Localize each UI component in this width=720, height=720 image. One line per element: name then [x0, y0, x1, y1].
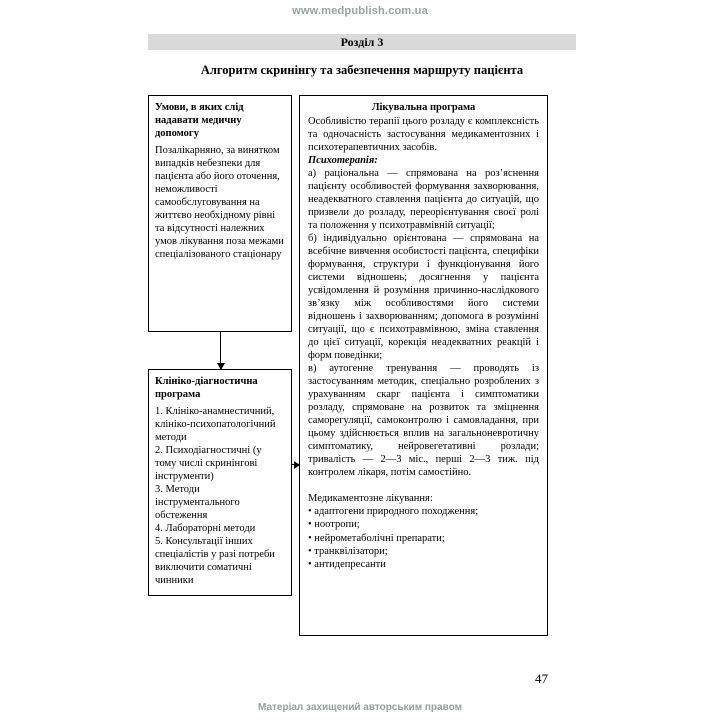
medication-list	[308, 505, 539, 570]
treatment-intro: Особливістю терапії цього розладу є комплексність та одночасність застосування медикаментозних і психотерапевтичних засобів.	[308, 116, 539, 154]
treatment-box-title: Лікувальна програма	[371, 102, 476, 113]
conditions-box	[148, 95, 292, 332]
diagnostic-box	[148, 369, 292, 596]
treatment-box	[299, 95, 548, 636]
list-item: 4. Лабораторні методи	[155, 523, 256, 535]
page-number: 47	[535, 671, 548, 686]
page-title: Алгоритм скринінгу та забезпечення маршруту пацієнта	[200, 63, 524, 77]
conditions-box-body: Позалікарняно, за винятком випадків небезпеки для пацієнта або його оточення, неможливості самообслуговування на життєво необхідному рівні та відсутності належних умов лікування поза межами спеціалізованого стаціонару	[155, 145, 284, 261]
list-item: • ноотропи;	[308, 519, 360, 531]
psychotherapy-item-a: а) раціональна — спрямована на роз’яснення пацієнту особливостей формування захворювання, неадекватного ставлення пацієнта до ситуацій, що призвели до розладу, переорієнтування своєї ролі та положення у психотравмівній ситуації;	[308, 168, 539, 232]
conditions-box-title: Умови, в яких слід надавати медичну допомогу	[155, 102, 244, 140]
list-item: 5. Консультації інших спеціалістів у разі потреби виключити соматичні чинники	[155, 536, 275, 587]
list-item: 2. Психодіагностичні (у тому числі скринінгові інструменти)	[155, 445, 262, 483]
copyright-notice: Матеріал захищений авторським правом	[258, 702, 462, 713]
chapter-header	[148, 34, 576, 50]
list-item: • нейрометаболічні препарати;	[308, 532, 445, 544]
list-item: • адаптогени природного походження;	[308, 506, 479, 518]
psychotherapy-item-c: в) аутогенне тренування — проводять із застосуванням методик, спеціально розроблених з урахуванням скарг пацієнта і симптоматики розладу, спрямоване на розвиток та зміцнення саморегуляції, самоконтролю і самовладання, при цьому здійснюється вплив на загальноневротичну симптоматику, нейровегетативні розлади; тривалість — 2—3 міс., перші 2—3 тиж. під контролем лікаря, потім самостійно.	[308, 363, 539, 479]
website-url: www.medpublish.com.ua	[292, 5, 428, 17]
psychotherapy-item-b: б) індивідуально орієнтована — спрямована на всебічне вивчення особистості пацієнта, специфіки формування, структури і функціонування його системи відношень; досягнення у пацієнта усвідомлення й розуміння причинно-наслідкового зв’язку між особливостями його системи відношень і захворюванням; допомога в розумінні ситуації, що є психотравмівною, зміна ставлення до цієї ситуації, корекція неадекватних реакцій і форм поведінки;	[308, 233, 539, 362]
list-item: • антидепресанти	[308, 558, 386, 570]
flow-arrow-down	[220, 332, 221, 369]
chapter-label: Розділ 3	[340, 34, 384, 49]
diagnostic-box-title: Клініко-діагностична програма	[155, 376, 258, 401]
medication-label: Медикаментозне лікування:	[308, 493, 433, 505]
spacer	[308, 479, 539, 492]
list-item: 3. Методи інструментального обстеження	[155, 484, 240, 522]
psychotherapy-label: Психотерапія:	[308, 155, 378, 167]
flow-arrow-right	[291, 464, 294, 465]
list-item: 1. Клініко-анамнестичний, клініко-психопатологічний методи	[155, 406, 276, 444]
list-item: • транквілізатори;	[308, 545, 388, 557]
diagnostic-method-list	[155, 405, 285, 587]
